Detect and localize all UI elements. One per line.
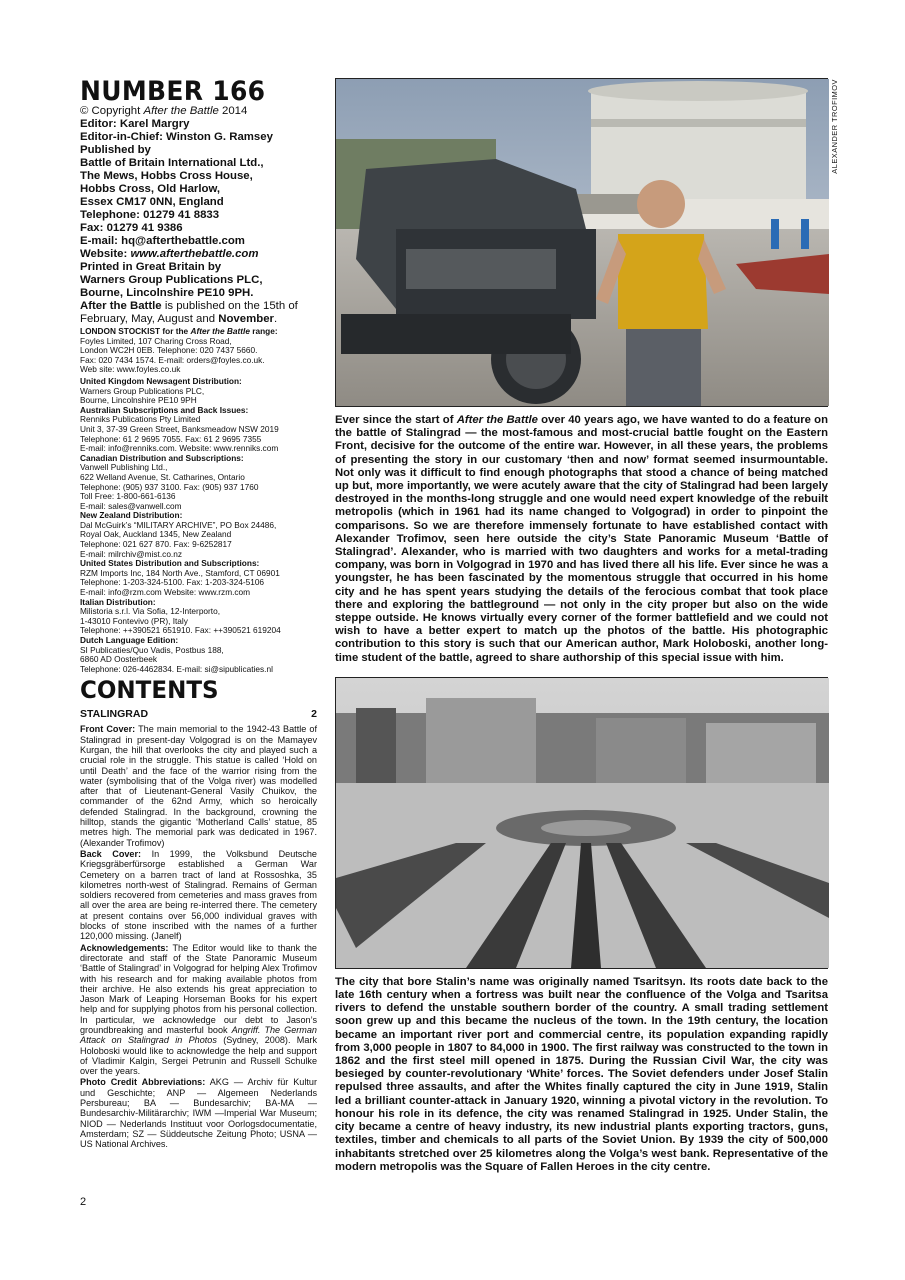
right-column [335, 78, 839, 1174]
distributor-dutch: Dutch Language Edition: SI Publicaties/Quo Vadis, Postbus 188, 6860 AD Oosterbeek Telephone: 026-4462834. E-mail: si@sipublicaties.nl [80, 635, 273, 674]
contents-heading: CONTENTS [80, 677, 219, 705]
publication-schedule: After the Battle is published on the 15th of February, May, August and November. [80, 300, 298, 325]
photo1-caption: Ever since the start of After the Battle over 40 years ago, we have wanted to do a feature on the battle of Stalingrad — the most-famous and most-crucial battle fought on the Eastern Front, decisive for the outcome of the entire war. However, in all these years, the problems of presenting the story in our customary ‘then and now’ format seemed insurmountable. Not only was it difficult to find enough photographs that stood a chance of being matched up but, more importantly, we were acutely aware that the city of Stalingrad had been largely destroyed in the months-long struggle and one would need expert knowledge of the rebuilt metropolis (which in 1961 had its name changed to Volgograd) in order to pinpoint the comparisons. So we are therefore immensely fortunate to have established contact with Alexander Trofimov, seen here outside the city’s State Panoramic Museum ‘Battle of Stalingrad’. Alexander, who is married with two daughters and works for a metal-trading company, was born in Volgograd in 1970 and has lived there all his life. Ever since he was a youngster, he has been fascinated by the momentous struggle that occurred in his home city and he has spent years studying the details of the ferocious combat that took place there and exploring the battleground — not only in the city proper but also on the wide steppe outside. He knows virtually every corner of the former battlefield and we could not wish to have a better expert to match up the photos of the battle. His photographic contribution to this story is such that our American author, Mark Holoboski, another long-time student of the battle, agreed to share authorship of this special issue with him. [335, 414, 828, 664]
photo-credit-abbreviations: Photo Credit Abbreviations: AKG — Archiv für Kultur und Geschichte; ANP — Algemeen Nederlands Persbureau; BA — Bundesarchiv; BA-MA — Bundesarchiv-Militärarchiv; IWM —Imperial War Museum; NIOD — Nederlands Instituut voor Oorlogsdocumentatie, Amsterdam; SZ — Süddeutsche Zeitung Photo; USNA — US National Archives. [80, 1077, 317, 1150]
website-link[interactable]: www.afterthebattle.com [130, 248, 259, 260]
photo-trofimov-image [336, 79, 829, 406]
copyright-line: © Copyright After the Battle 2014 [80, 105, 248, 117]
editor-in-chief-line: Editor-in-Chief: Winston G. Ramsey [80, 131, 273, 143]
distributor-london: LONDON STOCKIST for the After the Battle range: Foyles Limited, 107 Charing Cross Road, London WC2H 0EB. Telephone: 020 7437 5660. Fax: 020 7434 1574. E-mail: orders@foyles.co.uk. Web site: www.foyles.co.uk [80, 326, 278, 375]
page-number: 2 [80, 1196, 87, 1208]
photo-trofimov-museum [335, 78, 839, 407]
printer-info: Printed in Great Britain by Warners Group Publications PLC, Bourne, Lincolnshire PE10 9PH. [80, 261, 263, 299]
distributor-australia: Australian Subscriptions and Back Issues: Renniks Publications Pty Limited Unit 3, 37-39 Green Street, Banksmeadow NSW 2019 Telephone: 61 2 9695 7055. Fax: 61 2 9695 7355 E-mail: info@renniks.com. Website: www.renniks.com [80, 404, 279, 454]
acknowledgements: Acknowledgements: The Editor would like to thank the directorate and staff of the State Panoramic Museum ‘Battle of Stalingrad’ in Volgograd for helping Alex Trofimov with his research and for making available photos from their archive. He also extends his great appreciation to Jason Mark of Leaping Horseman Books for his expert help and for supplying photos from his personal collection. In particular, we acknowledge our debt to Jason’s groundbreaking and masterful book Angriff. The German Attack on Stalingrad in Photos (Sydney, 2008). Mark Holoboski would like to acknowledge the help and support of Vladimir Kalgin, Sergei Petrunin and Russell Schulke over the years. [80, 942, 317, 1077]
distributor-usa: United States Distribution and Subscriptions: RZM Imports Inc, 184 North Ave., Stamford, CT 06901 Telephone: 1-203-324-5100. Fax: 1-203-324-5106 E-mail: info@rzm.com Website: www.rzm.com [80, 558, 280, 598]
published-by-label: Published by [80, 144, 151, 156]
back-cover-note: Back Cover: In 1999, the Volksbund Deutsche Kriegsgräberfürsorge established a German War Cemetery on a barren tract of land at Rossoshka, 35 kilometres north-west of Stalingrad. Remains of German soldiers recovered from cemeteries and mass graves from all over the area are being re-interred there. The cemetery at present contains over 56,000 individual graves with blocks of stone inscribed with the names of a further 120,000 missing. (Janelf) [80, 848, 317, 942]
issue-number-title: NUMBER 166 [80, 74, 266, 107]
left-column [80, 76, 317, 1151]
distributor-new-zealand: New Zealand Distribution: Dal McGuirk’s “MILITARY ARCHIVE”, PO Box 24486, Royal Oak, Auckland 1345, New Zealand Telephone: 021 627 870. Fax: 9-6252817 E-mail: milrchiv@mist.co.nz [80, 510, 277, 559]
distributor-canada: Canadian Distribution and Subscriptions: Vanwell Publishing Ltd., 622 Welland Avenue, St. Catharines, Ontario Telephone: (905) 937 3100. Fax: (905) 937 1760 Toll Free: 1-800-661-6136 E-mail: sales@vanwell.com [80, 452, 259, 511]
photo-credit-trofimov: ALEXANDER TROFIMOV [830, 79, 839, 174]
distributor-italy: Italian Distribution: Milistoria s.r.l. Via Sofia, 12-Interporto, 1-43010 Fontevivo (PR), Italy Telephone: ++390521 651910. Fax: ++390521 619204 [80, 596, 281, 636]
publisher-address: Battle of Britain International Ltd., The Mews, Hobbs Cross House, Hobbs Cross, Old Harlow, Essex CM17 0NN, England Telephone: 01279 41 8833 Fax: 01279 41 9386 E-mail: hq@afterthebattle.com [80, 157, 264, 247]
front-cover-note: Front Cover: The main memorial to the 1942-43 Battle of Stalingrad in present-day Volgograd is on the Mamayev Kurgan, the hill that overlooks the city and played such a crucial role in the struggle. This statue is called ‘Hold on until Death’ and the face of the warrior rising from the water (symbolising that of the Volga river) was modelled after that of Lieutenant-General Vasily Chuikov, the commander of the 62nd Army, which so heroically defended Stalingrad. In the background, crowning the hilltop, stands the gigantic ‘Motherland Calls’ statue, 85 metres high. The memorial park was dedicated in 1967. (Alexander Trofimov) [80, 724, 317, 848]
photo2-caption: The city that bore Stalin’s name was originally named Tsaritsyn. Its roots date back to the late 16th century when a fortress was built near the confluence of the Volga and Tsaritsa rivers to defend the unstable southern border of the country. A small trading settlement soon grew up and this became the nucleus of the town. In the 19th century, the location became an important river port and commercial centre, its population expanding rapidly from 3,000 people in 1807 to 84,000 in 1900. The first railway was constructed to the town in 1862 and the first steel mill opened in 1875. During the Russian Civil War, the city was besieged by counter-revolutionary ‘White’ forces. The Soviet defenders under Josef Stalin repulsed three assaults, and after the Whites finally captured the city in June 1919, Stalin led a brilliant counter-attack in January 1920, winning a pivotal victory in the revolution. To honour his role in its defence, the city was renamed Stalingrad in 1925. Under Stalin, the city became a centre of heavy industry, its new industrial plants exporting tractors, guns, textiles, timber and chemicals to all parts of the Soviet Union. By 1939 the city of 500,000 inhabitants stretched over 25 kilometres along the Volga’s west bank. Representative of the modern metropolis was the Square of Fallen Heroes in the city centre. [335, 975, 828, 1173]
toc-entry-stalingrad[interactable]: STALINGRAD 2 [80, 708, 317, 721]
website-line: Website: www.afterthebattle.com [80, 248, 259, 260]
editor-line: Editor: Karel Margry [80, 118, 190, 130]
distributor-uk: United Kingdom Newsagent Distribution: Warners Group Publications PLC, Bourne, Lincolnshire PE10 9PH [80, 375, 242, 406]
distribution-list [80, 327, 317, 674]
photo-square-image [336, 678, 829, 968]
photo-square-fallen-heroes [335, 677, 828, 969]
